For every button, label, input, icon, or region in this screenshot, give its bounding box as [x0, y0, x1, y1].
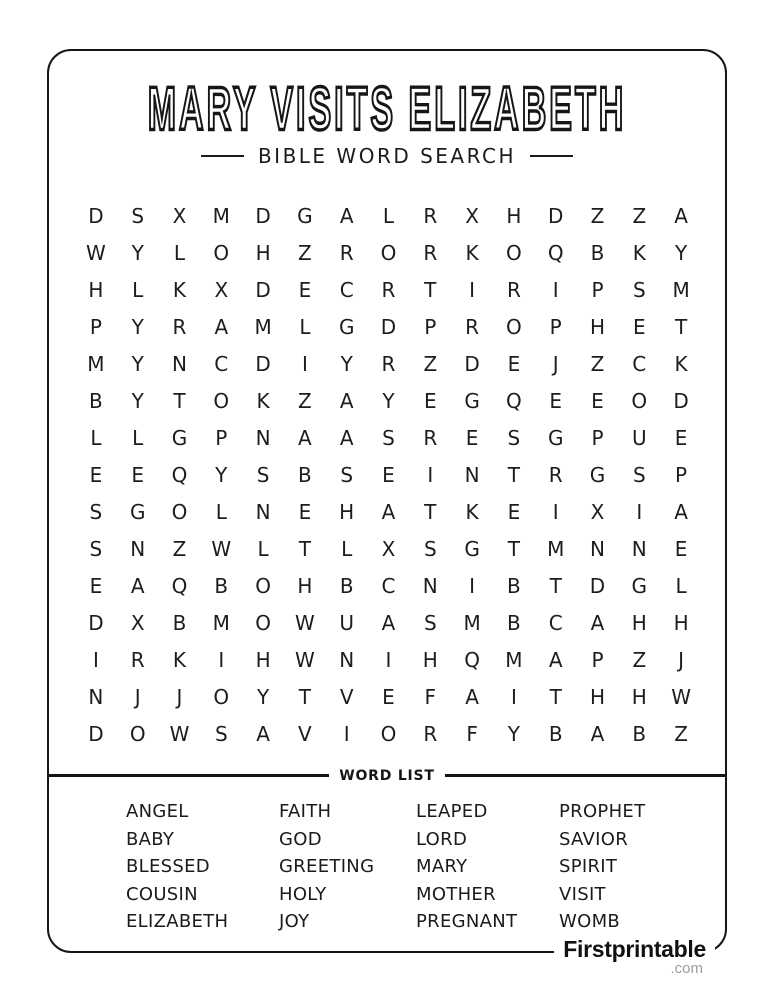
grid-letter-r6c8: Y [382, 388, 395, 413]
grid-letter-r10c9: S [423, 537, 437, 562]
grid-letter-r8c4: Y [215, 462, 228, 487]
grid-letter-r11c3: Q [171, 574, 188, 599]
word-list [126, 798, 705, 936]
grid-letter-r1c8: L [382, 203, 395, 228]
grid-letter-r5c12: J [552, 351, 559, 376]
word-list-column [416, 798, 559, 936]
grid-letter-r12c5: O [255, 611, 271, 636]
grid-letter-r8c11: T [507, 462, 520, 487]
grid-letter-r13c1: I [92, 648, 99, 673]
grid-letter-r15c8: O [380, 722, 397, 747]
grid-letter-r12c12: C [548, 611, 563, 636]
grid-letter-r14c6: T [298, 685, 311, 710]
brand-logo [554, 936, 715, 977]
grid-letter-r11c10: I [469, 574, 476, 599]
grid-letter-r5c5: D [255, 351, 271, 376]
grid-letter-r5c4: C [214, 351, 229, 376]
grid-letter-r14c15: W [671, 685, 691, 710]
word-list-item: GOD [279, 828, 322, 850]
grid-letter-r11c9: N [422, 574, 438, 599]
grid-letter-r4c4: A [214, 314, 229, 339]
grid-letter-r4c13: H [589, 314, 606, 339]
grid-letter-r6c1: B [89, 388, 103, 413]
grid-letter-r4c5: M [254, 314, 272, 339]
grid-letter-r12c4: M [212, 611, 230, 636]
grid-letter-r8c10: N [464, 462, 480, 487]
grid-letter-r9c14: I [636, 500, 643, 525]
grid-letter-r10c7: L [341, 537, 353, 562]
grid-letter-r13c13: P [591, 648, 604, 673]
grid-letter-r8c8: E [382, 462, 395, 487]
word-list-item: JOY [279, 911, 310, 933]
grid-letter-r3c8: R [381, 277, 396, 302]
grid-letter-r14c4: O [213, 685, 230, 710]
grid-letter-r4c9: P [424, 314, 437, 339]
grid-letter-r6c12: E [549, 388, 563, 413]
grid-letter-r6c6: Z [298, 388, 312, 413]
grid-letter-r4c12: P [549, 314, 562, 339]
grid-letter-r13c8: I [385, 648, 392, 673]
brand-suffix: .com [670, 960, 703, 977]
word-list-heading: WORD LIST [339, 767, 435, 784]
grid-letter-r3c3: K [172, 277, 187, 302]
grid-letter-r11c13: D [589, 574, 606, 599]
grid-letter-r13c6: W [295, 648, 315, 673]
page-subtitle [49, 144, 725, 168]
grid-letter-r3c12: I [552, 277, 559, 302]
grid-letter-r7c2: L [132, 425, 144, 450]
subtitle-text: BIBLE WORD SEARCH [257, 144, 517, 168]
grid-letter-r12c14: H [631, 611, 647, 636]
grid-letter-r8c15: P [675, 462, 688, 487]
grid-letter-r15c1: D [88, 722, 104, 747]
grid-letter-r2c10: K [465, 240, 479, 265]
grid-letter-r10c10: G [464, 537, 480, 562]
grid-letter-r1c13: Z [590, 203, 605, 228]
grid-letter-r2c12: Q [547, 240, 564, 265]
grid-letter-r6c2: Y [131, 388, 144, 413]
grid-letter-r14c8: E [382, 685, 395, 710]
grid-letter-r9c12: I [552, 500, 559, 525]
grid-letter-r12c7: U [339, 611, 355, 636]
grid-letter-r3c10: I [469, 277, 476, 302]
grid-letter-r5c15: K [674, 351, 688, 376]
grid-letter-r2c14: K [632, 240, 646, 265]
grid-letter-r15c13: A [590, 722, 605, 747]
grid-letter-r6c13: E [591, 388, 604, 413]
grid-letter-r12c9: S [423, 611, 437, 636]
grid-letter-r2c15: Y [674, 240, 688, 265]
grid-letter-r11c1: E [89, 574, 103, 599]
grid-letter-r15c6: V [298, 722, 312, 747]
grid-letter-r7c6: A [298, 425, 312, 450]
grid-letter-r1c15: A [674, 203, 688, 228]
grid-letter-r12c3: B [172, 611, 187, 636]
grid-letter-r7c15: E [674, 425, 688, 450]
grid-letter-r11c8: C [381, 574, 396, 599]
word-list-item: BLESSED [126, 856, 210, 878]
grid-letter-r4c1: P [89, 314, 102, 339]
grid-letter-r9c2: G [129, 500, 146, 525]
grid-letter-r7c11: S [507, 425, 521, 450]
grid-letter-r10c6: T [298, 537, 311, 562]
word-list-column [279, 798, 416, 936]
grid-letter-r15c3: W [169, 722, 190, 747]
grid-letter-r3c2: L [132, 277, 144, 302]
grid-letter-r13c14: Z [632, 648, 647, 673]
grid-letter-r11c11: B [507, 574, 521, 599]
grid-letter-r6c4: O [213, 388, 230, 413]
grid-letter-r11c2: A [130, 574, 145, 599]
grid-letter-r2c11: O [506, 240, 522, 265]
grid-letter-r9c1: S [89, 500, 103, 525]
grid-letter-r10c15: E [674, 537, 688, 562]
grid-letter-r6c9: E [423, 388, 437, 413]
grid-letter-r7c14: U [631, 425, 647, 450]
grid-letter-r8c13: G [589, 462, 606, 487]
grid-letter-r4c14: E [632, 314, 646, 339]
grid-letter-r2c2: Y [131, 240, 144, 265]
grid-letter-r10c3: Z [172, 537, 187, 562]
grid-letter-r12c11: B [507, 611, 521, 636]
grid-letter-r13c10: Q [464, 648, 480, 673]
grid-letter-r1c11: H [506, 203, 522, 228]
grid-letter-r1c6: G [297, 203, 313, 228]
grid-letter-r3c5: D [255, 277, 271, 302]
grid-letter-r13c4: I [218, 648, 225, 673]
grid-letter-r1c10: X [465, 203, 479, 228]
grid-letter-r1c5: D [255, 203, 271, 228]
grid-letter-r8c6: B [298, 462, 312, 487]
grid-letter-r7c1: L [90, 425, 102, 450]
page-title [49, 75, 725, 144]
word-list-item: COUSIN [126, 883, 198, 905]
grid-letter-r11c7: B [339, 574, 354, 599]
word-list-column [126, 798, 279, 936]
grid-letter-r2c6: Z [298, 240, 312, 265]
grid-letter-r15c11: Y [507, 722, 520, 747]
grid-letter-r9c6: E [298, 500, 312, 525]
grid-letter-r5c11: E [507, 351, 521, 376]
word-list-item: SAVIOR [559, 828, 629, 850]
grid-letter-r13c7: N [339, 648, 355, 673]
grid-letter-r2c4: O [213, 240, 230, 265]
grid-letter-r9c8: A [381, 500, 396, 525]
grid-letter-r3c11: R [506, 277, 521, 302]
grid-letter-r12c8: A [381, 611, 396, 636]
grid-letter-r2c13: B [590, 240, 605, 265]
grid-letter-r15c4: S [214, 722, 228, 747]
grid-letter-r3c14: S [632, 277, 646, 302]
grid-letter-r10c12: M [547, 537, 565, 562]
grid-letter-r3c15: M [672, 277, 690, 302]
word-list-item: MOTHER [416, 883, 496, 905]
grid-letter-r7c12: G [547, 425, 564, 450]
grid-letter-r1c7: A [339, 203, 354, 228]
grid-letter-r8c9: I [427, 462, 434, 487]
grid-letter-r3c6: E [298, 277, 312, 302]
grid-letter-r14c12: T [549, 685, 562, 710]
grid-letter-r9c13: X [590, 500, 605, 525]
grid-letter-r4c7: G [338, 314, 355, 339]
grid-letter-r1c9: R [423, 203, 438, 228]
puzzle-frame [47, 49, 727, 953]
word-search-grid [75, 197, 702, 753]
grid-letter-r13c15: J [678, 648, 685, 673]
grid-letter-r7c5: N [255, 425, 271, 450]
word-list-item: ELIZABETH [126, 911, 229, 933]
grid-letter-r10c8: X [381, 537, 396, 562]
grid-letter-r9c4: L [215, 500, 227, 525]
grid-letter-r5c7: Y [340, 351, 353, 376]
grid-letter-r4c11: O [506, 314, 522, 339]
grid-letter-r6c7: A [339, 388, 354, 413]
word-list-divider [49, 764, 725, 787]
grid-letter-r2c1: W [86, 240, 106, 265]
word-list-item: PREGNANT [416, 911, 518, 933]
grid-letter-r6c14: O [631, 388, 648, 413]
grid-letter-r6c11: Q [506, 388, 522, 413]
grid-letter-r3c13: P [591, 277, 604, 302]
grid-letter-r15c2: O [129, 722, 146, 747]
grid-letter-r7c13: P [591, 425, 604, 450]
word-list-item: ANGEL [126, 801, 189, 822]
grid-letter-r10c5: L [257, 537, 269, 562]
grid-letter-r13c9: H [422, 648, 438, 673]
grid-letter-r9c7: H [339, 500, 355, 525]
grid-letter-r4c6: L [299, 314, 311, 339]
word-list-item: LEAPED [416, 801, 488, 822]
word-list-item: GREETING [279, 856, 375, 878]
grid-letter-r5c13: Z [590, 351, 605, 376]
grid-letter-r5c1: M [87, 351, 105, 376]
grid-letter-r14c11: I [510, 685, 517, 710]
grid-letter-r7c7: A [339, 425, 354, 450]
divider-line-left [49, 774, 329, 777]
grid-letter-r13c11: M [505, 648, 523, 673]
grid-letter-r8c1: E [89, 462, 103, 487]
grid-letter-r2c3: L [173, 240, 186, 265]
grid-letter-r4c10: R [465, 314, 480, 339]
grid-letter-r9c5: N [255, 500, 271, 525]
grid-letter-r10c4: W [211, 537, 232, 562]
grid-letter-r6c3: T [173, 388, 186, 413]
grid-letter-r14c3: J [176, 685, 183, 710]
grid-letter-r3c9: T [424, 277, 437, 302]
word-list-item: VISIT [559, 883, 606, 905]
grid-letter-r3c7: C [339, 277, 354, 302]
grid-letter-r1c14: Z [632, 203, 647, 228]
grid-letter-r7c3: G [171, 425, 188, 450]
grid-letter-r12c6: W [295, 611, 315, 636]
word-list-item: SPIRIT [559, 856, 618, 878]
grid-letter-r1c4: M [212, 203, 230, 228]
grid-letter-r14c14: H [631, 685, 647, 710]
grid-letter-r14c7: V [339, 685, 354, 710]
subtitle-dash-right-icon [530, 155, 573, 158]
grid-letter-r15c15: Z [674, 722, 688, 747]
grid-letter-r6c5: K [256, 388, 270, 413]
grid-letter-r6c15: D [673, 388, 689, 413]
grid-letter-r10c11: T [507, 537, 520, 562]
grid-letter-r8c14: S [632, 462, 646, 487]
subtitle-dash-left-icon [201, 155, 244, 158]
grid-letter-r7c8: S [382, 425, 395, 450]
grid-letter-r14c5: Y [256, 685, 270, 710]
grid-letter-r11c12: T [549, 574, 562, 599]
word-list-item: WOMB [559, 911, 621, 933]
grid-letter-r2c8: O [380, 240, 397, 265]
brand-name: Firstprintable [554, 936, 715, 963]
page-title-text: MARY VISITS ELIZABETH [147, 75, 627, 144]
grid-letter-r6c10: G [464, 388, 480, 413]
word-list-item: PROPHET [559, 801, 646, 822]
grid-letter-r5c8: R [381, 351, 396, 376]
grid-letter-r13c12: A [548, 648, 563, 673]
grid-letter-r14c9: F [424, 685, 437, 710]
word-list-column [559, 798, 645, 936]
grid-letter-r4c2: Y [131, 314, 144, 339]
grid-letter-r3c1: H [88, 277, 104, 302]
grid-letter-r2c7: R [339, 240, 354, 265]
grid-letter-r15c9: R [423, 722, 438, 747]
grid-letter-r10c2: N [130, 537, 146, 562]
word-list-item: FAITH [279, 801, 332, 822]
grid-letter-r11c5: O [255, 574, 271, 599]
grid-letter-r7c10: E [465, 425, 479, 450]
grid-letter-r11c6: H [297, 574, 313, 599]
grid-letter-r9c11: E [507, 500, 521, 525]
grid-letter-r12c1: D [88, 611, 104, 636]
grid-letter-r12c10: M [463, 611, 481, 636]
grid-letter-r11c14: G [631, 574, 648, 599]
grid-letter-r13c2: R [130, 648, 145, 673]
grid-letter-r9c3: O [171, 500, 188, 525]
grid-letter-r8c3: Q [171, 462, 188, 487]
grid-letter-r15c5: A [256, 722, 270, 747]
grid-letter-r4c15: T [674, 314, 688, 339]
grid-letter-r7c4: P [215, 425, 228, 450]
word-list-item: MARY [416, 856, 468, 878]
divider-line-right [445, 774, 725, 777]
grid-letter-r14c13: H [589, 685, 606, 710]
grid-letter-r15c7: I [343, 722, 350, 747]
grid-letter-r5c9: Z [423, 351, 438, 376]
grid-letter-r8c5: S [256, 462, 270, 487]
grid-letter-r8c2: E [131, 462, 145, 487]
grid-letter-r14c1: N [88, 685, 104, 710]
grid-letter-r13c3: K [172, 648, 187, 673]
grid-letter-r15c14: B [632, 722, 647, 747]
word-list-item: BABY [126, 828, 175, 850]
grid-letter-r5c10: D [464, 351, 480, 376]
word-list-item: LORD [416, 828, 468, 850]
grid-letter-r9c9: T [424, 500, 437, 525]
grid-letter-r1c3: X [172, 203, 187, 228]
grid-letter-r5c6: I [301, 351, 308, 376]
word-list-item: HOLY [279, 883, 327, 905]
grid-letter-r13c5: H [255, 648, 271, 673]
grid-letter-r1c12: D [547, 203, 564, 228]
grid-letter-r14c2: J [134, 685, 141, 710]
grid-letter-r3c4: X [214, 277, 229, 302]
grid-letter-r9c10: K [465, 500, 479, 525]
grid-letter-r15c10: F [466, 722, 478, 747]
grid-letter-r15c12: B [548, 722, 563, 747]
grid-letter-r1c2: S [131, 203, 145, 228]
grid-letter-r5c2: Y [131, 351, 144, 376]
grid-letter-r10c14: N [631, 537, 647, 562]
grid-letter-r4c8: D [380, 314, 397, 339]
grid-letter-r2c5: H [255, 240, 271, 265]
grid-letter-r11c15: L [675, 574, 687, 599]
grid-letter-r4c3: R [172, 314, 187, 339]
grid-letter-r7c9: R [423, 425, 438, 450]
grid-letter-r12c13: A [590, 611, 605, 636]
grid-letter-r12c2: X [130, 611, 145, 636]
grid-letter-r9c15: A [674, 500, 688, 525]
grid-letter-r12c15: H [673, 611, 689, 636]
grid-letter-r2c9: R [423, 240, 438, 265]
grid-letter-r8c12: R [548, 462, 563, 487]
grid-letter-r5c3: N [172, 351, 187, 376]
grid-letter-r10c13: N [590, 537, 605, 562]
grid-letter-r5c14: C [632, 351, 647, 376]
grid-letter-r8c7: S [340, 462, 354, 487]
grid-letter-r10c1: S [89, 537, 103, 562]
grid-letter-r1c1: D [88, 203, 104, 228]
grid-letter-r11c4: B [214, 574, 229, 599]
grid-letter-r14c10: A [465, 685, 479, 710]
